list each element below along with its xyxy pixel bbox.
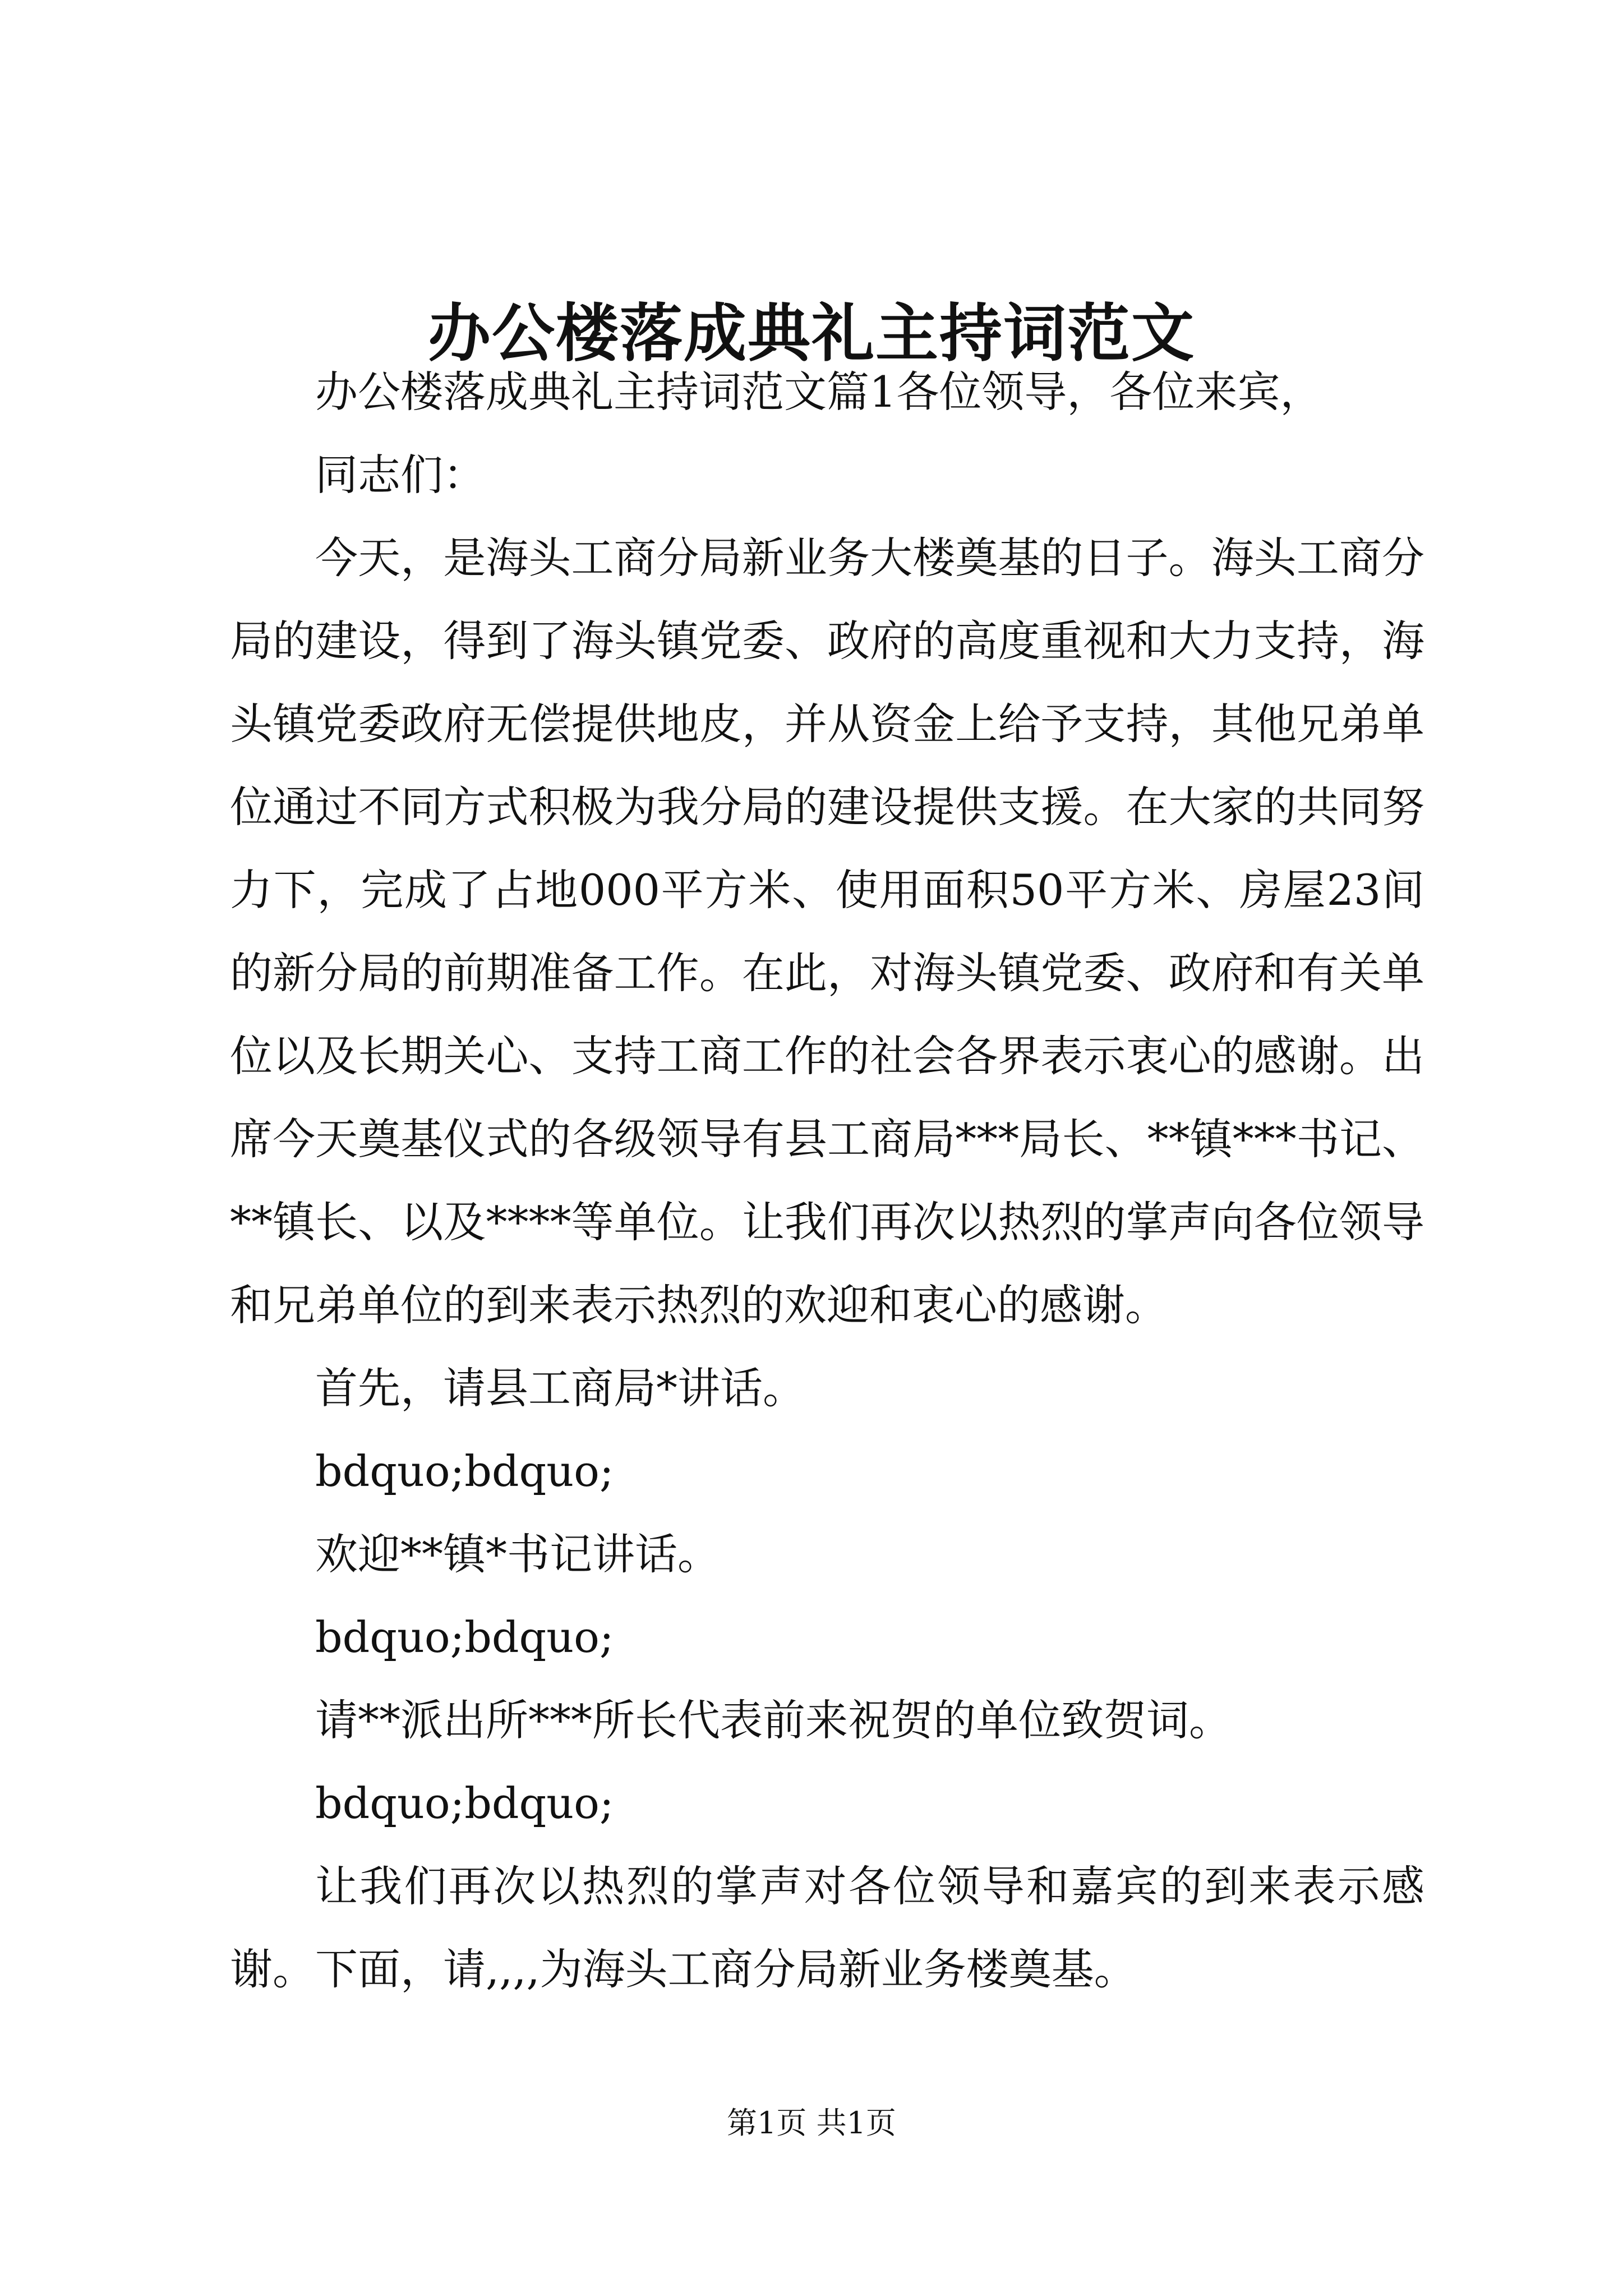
paragraph-congratulation: 请**派出所***所长代表前来祝贺的单位致贺词。 xyxy=(315,1695,1232,1745)
paragraph-second-speaker: 欢迎**镇*书记讲话。 xyxy=(315,1529,720,1579)
document-body xyxy=(230,351,1424,2011)
paragraph-closing: 让我们再次以热烈的掌声对各位领导和嘉宾的到来表示感谢。下面，请,,,,为海头工商分局新业务楼奠基。 xyxy=(230,1861,1424,1994)
paragraph-placeholder: bdquo;bdquo; xyxy=(315,1446,614,1496)
page-footer: 第1页 共1页 xyxy=(727,2105,896,2141)
paragraph-main: 今天，是海头工商分局新业务大楼奠基的日子。海头工商分局的建设，得到了海头镇党委、政府的高度重视和大力支持，海头镇党委政府无偿提供地皮，并从资金上给予支持，其他兄弟单位通过不同方式积极为我分局的建设提供支援。在大家的共同努力下，完成了占地000平方米、使用面积50平方米、房屋23间的新分局的前期准备工作。在此，对海头镇党委、政府和有关单位以及长期关心、支持工商工作的社会各界表示衷心的感谢。出席今天奠基仪式的各级领导有县工商局***局长、**镇***书记、**镇长、以及****等单位。让我们再次以热烈的掌声向各位领导和兄弟单位的到来表示热烈的欢迎和衷心的感谢。 xyxy=(230,533,1424,1330)
document-title: 办公楼落成典礼主持词范文 xyxy=(428,297,1195,370)
paragraph-placeholder: bdquo;bdquo; xyxy=(315,1612,614,1662)
paragraph-greeting: 同志们： xyxy=(315,450,486,500)
paragraph-placeholder: bdquo;bdquo; xyxy=(315,1778,614,1828)
paragraph-first-speaker: 首先，请县工商局*讲话。 xyxy=(315,1363,805,1413)
paragraph-intro: 办公楼落成典礼主持词范文篇1各位领导，各位来宾， xyxy=(315,367,1323,417)
